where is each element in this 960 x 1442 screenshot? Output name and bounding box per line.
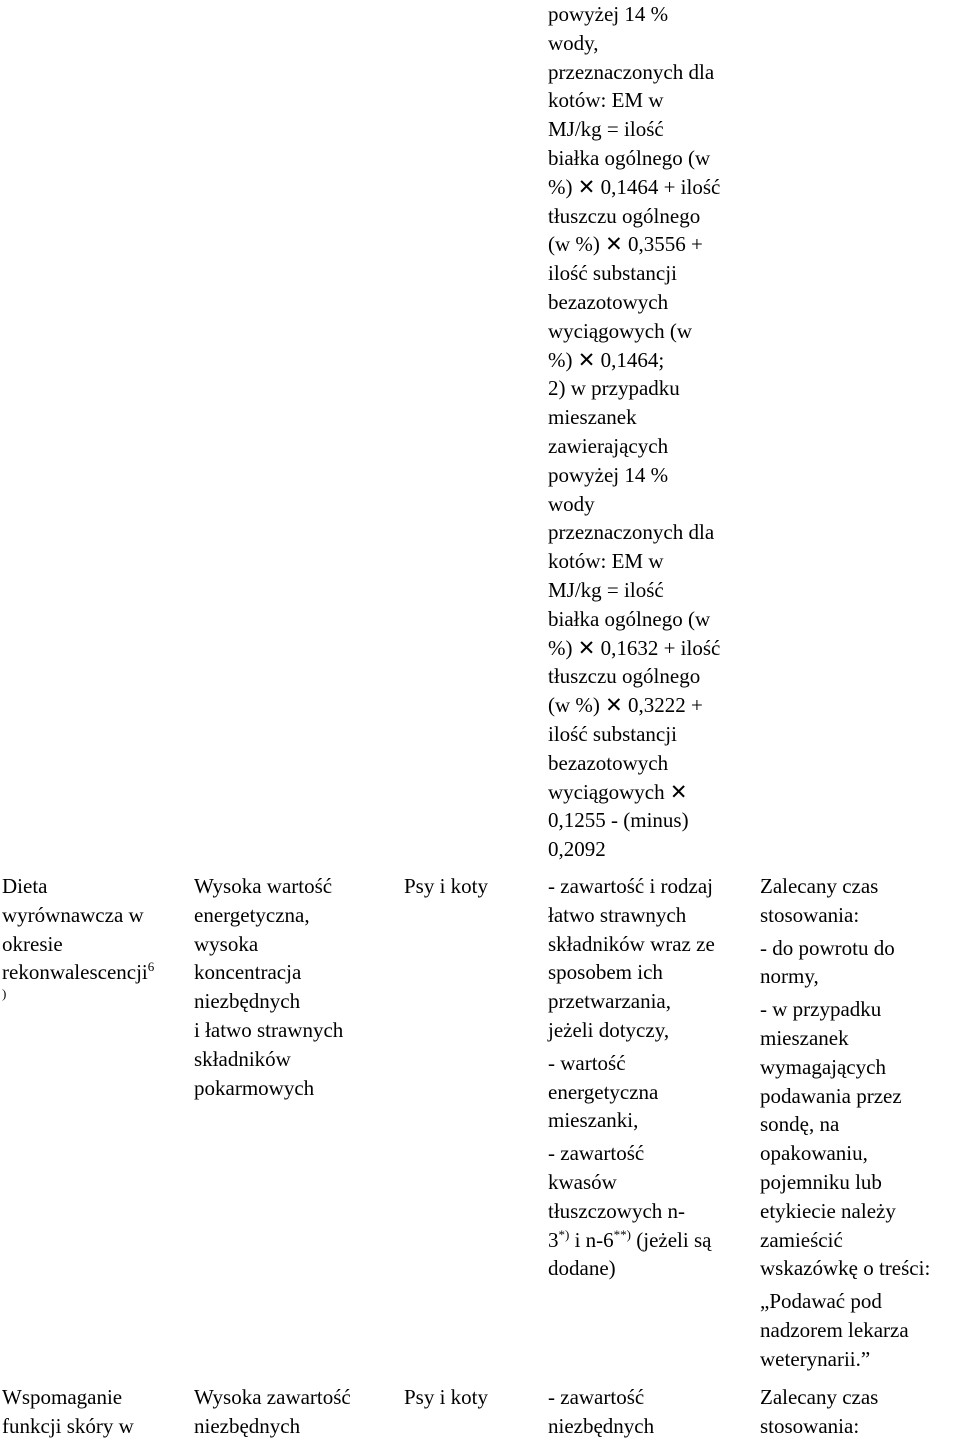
text-line: zawierających	[548, 433, 669, 458]
text-line: składników	[194, 1046, 291, 1071]
text-line: %) ✕ 0,1464 + ilość	[548, 174, 721, 199]
text-line: wyrównawcza w	[2, 902, 144, 927]
text-line: opakowaniu,	[760, 1141, 868, 1166]
text-line: przeznaczonych dla	[548, 59, 715, 84]
text-line: energetyczna	[548, 1079, 659, 1104]
text-line: energetyczna,	[194, 902, 310, 927]
text-line	[2, 958, 187, 987]
text-line: - zawartość	[548, 1141, 645, 1166]
text-line: Dieta	[2, 874, 48, 898]
text-line: Wspomaganie	[2, 1385, 123, 1409]
text-line: (w %) ✕ 0,3222 +	[548, 693, 703, 718]
text-line: (w %) ✕ 0,3556 +	[548, 232, 703, 257]
footnote-paren: )	[2, 986, 7, 1002]
row2-labelling	[548, 1383, 753, 1441]
row1-purpose	[2, 872, 187, 1001]
text-line: mieszanek	[760, 1025, 849, 1050]
text-line: funkcji skóry w	[2, 1413, 134, 1438]
text-fragment: (jeżeli są	[631, 1227, 712, 1252]
text-line	[548, 1226, 753, 1255]
text-line: - wartość	[548, 1050, 626, 1075]
text-line: stosowania:	[760, 1413, 860, 1438]
text-line: tłuszczu ogólnego	[548, 203, 701, 228]
text-fragment: rekonwalescencji	[2, 960, 148, 985]
text-line: kwasów	[548, 1169, 617, 1194]
text-line: koncentracja	[194, 960, 302, 985]
text-line: 2) w przypadku	[548, 376, 680, 401]
text-line: 0,2092	[548, 837, 606, 862]
row1-species	[404, 872, 539, 901]
text-line: Wysoka wartość	[194, 874, 333, 898]
text-line: przeznaczonych dla	[548, 520, 715, 545]
text-line: MJ/kg = ilość	[548, 577, 664, 602]
text-line: - zawartość i rodzaj	[548, 874, 713, 898]
row1-labelling	[548, 872, 753, 1283]
text-line: wody,	[548, 30, 599, 55]
row2-species	[404, 1383, 539, 1412]
text-line: powyżej 14 %	[548, 2, 669, 26]
formula-continuation	[548, 0, 753, 864]
text-line: %) ✕ 0,1464;	[548, 347, 665, 372]
text-line: białka ogólnego (w	[548, 606, 711, 631]
text-line: pokarmowych	[194, 1075, 315, 1100]
text-line: kotów: EM w	[548, 549, 664, 574]
text-line: normy,	[760, 964, 819, 989]
row1-other	[760, 872, 960, 1374]
text-line: dodane)	[548, 1256, 616, 1281]
text-line: wymagających	[760, 1054, 886, 1079]
row2-features	[194, 1383, 394, 1441]
text-line: etykiecie należy	[760, 1198, 896, 1223]
row2-other	[760, 1383, 960, 1441]
text-line: wody	[548, 491, 595, 516]
text-line: sondę, na	[760, 1112, 840, 1137]
footnote-marker: *)	[558, 1226, 570, 1242]
row1-features	[194, 872, 394, 1102]
text-line: podawania przez	[760, 1083, 902, 1108]
text-line: - do powrotu do	[760, 935, 895, 960]
text-fragment: 3	[548, 1227, 559, 1252]
footnote-marker: **)	[613, 1226, 632, 1242]
text-line: Zalecany czas	[760, 874, 879, 898]
footnote-marker: 6	[147, 959, 155, 975]
text-line: 0,1255 - (minus)	[548, 808, 689, 833]
text-line: Zalecany czas	[760, 1385, 879, 1409]
text-line: tłuszczu ogólnego	[548, 664, 701, 689]
text-line: bezazotowych	[548, 750, 669, 775]
text-line: łatwo strawnych	[548, 902, 687, 927]
text-line: jeżeli dotyczy,	[548, 1017, 670, 1042]
text-line: „Podawać pod	[760, 1289, 882, 1314]
text-line: sposobem ich	[548, 960, 663, 985]
text-line: kotów: EM w	[548, 88, 664, 113]
text-line: niezbędnych	[194, 989, 301, 1014]
text-line: MJ/kg = ilość	[548, 117, 664, 142]
text-line: niezbędnych	[194, 1413, 301, 1438]
text-line: białka ogólnego (w	[548, 145, 711, 170]
text-line: tłuszczowych n-	[548, 1198, 686, 1223]
text-line: wyciągowych ✕	[548, 779, 688, 804]
text-line: wysoka	[194, 931, 259, 956]
text-line: nadzorem lekarza	[760, 1317, 909, 1342]
text-line: przetwarzania,	[548, 989, 671, 1014]
text-line: Wysoka zawartość	[194, 1385, 351, 1409]
text-line: wskazówkę o treści:	[760, 1256, 931, 1281]
text-line: i łatwo strawnych	[194, 1017, 344, 1042]
text-line: bezazotowych	[548, 289, 669, 314]
text-line: wyciągowych (w	[548, 318, 693, 343]
text-fragment: i n-6	[569, 1227, 614, 1252]
text-line: mieszanki,	[548, 1108, 639, 1133]
text-line: stosowania:	[760, 902, 860, 927]
text-line: zamieścić	[760, 1227, 843, 1252]
text-line: weterynarii.”	[760, 1346, 871, 1371]
text-line: ilość substancji	[548, 721, 677, 746]
text-line: powyżej 14 %	[548, 462, 669, 487]
row2-purpose	[2, 1383, 187, 1441]
text-line: mieszanek	[548, 405, 637, 430]
text-line: okresie	[2, 931, 63, 956]
species-text: Psy i koty	[404, 1385, 489, 1409]
text-line: pojemniku lub	[760, 1169, 882, 1194]
text-line: %) ✕ 0,1632 + ilość	[548, 635, 721, 660]
text-line: składników wraz ze	[548, 931, 715, 956]
text-line: - w przypadku	[760, 997, 882, 1022]
text-line: - zawartość	[548, 1385, 645, 1409]
species-text: Psy i koty	[404, 874, 489, 898]
text-line: ilość substancji	[548, 261, 677, 286]
text-line: niezbędnych	[548, 1413, 655, 1438]
